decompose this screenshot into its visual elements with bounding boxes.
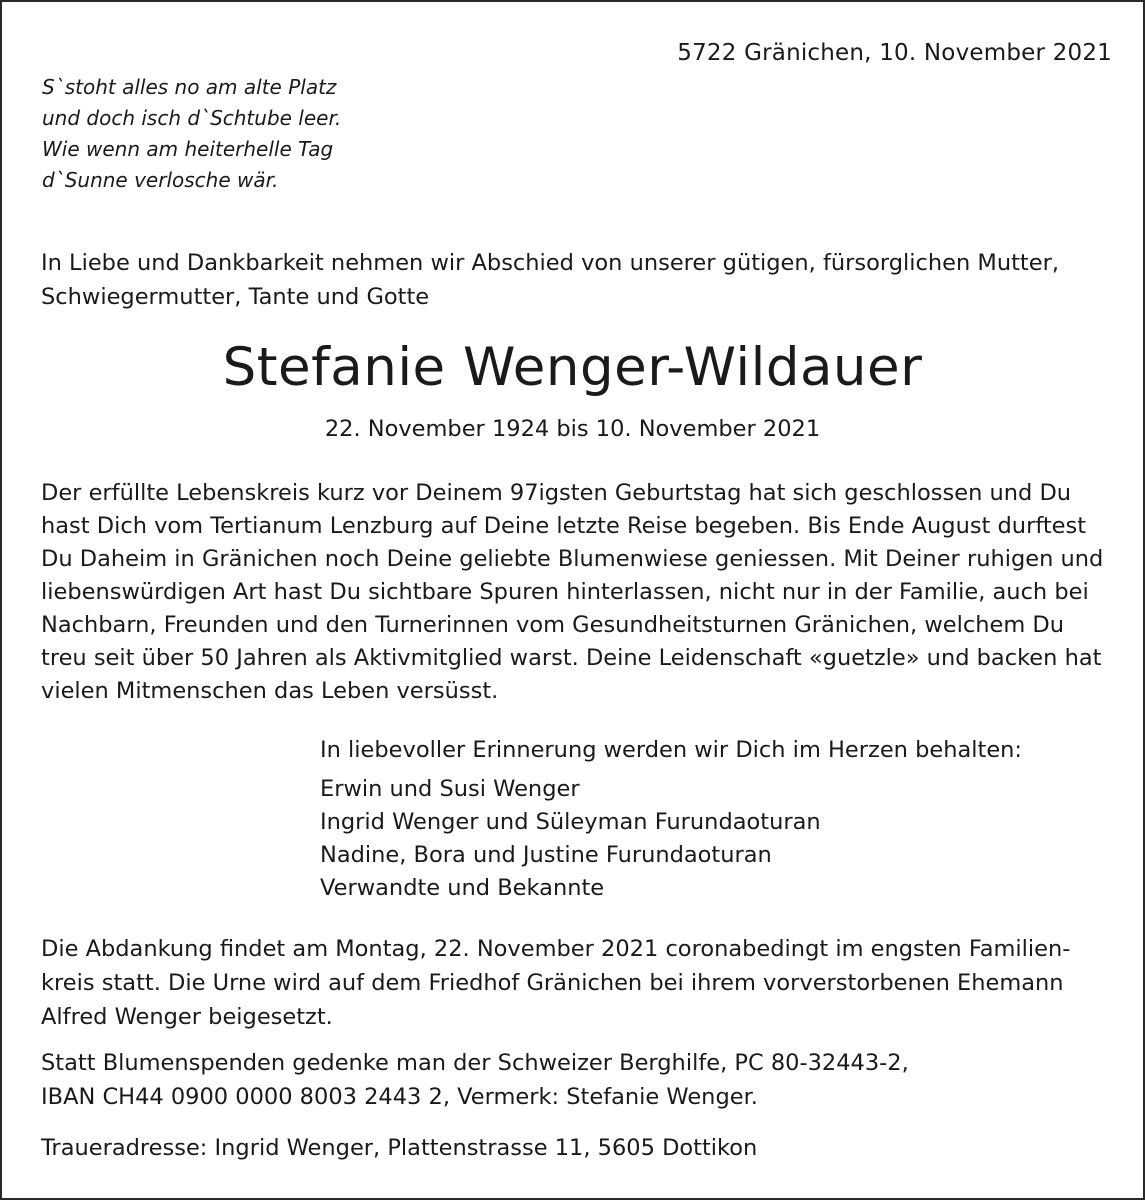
intro-text bbox=[41, 246, 1101, 314]
ceremony-line: Die Abdankung findet am Montag, 22. November 2021 coronabedingt im engsten Familien- bbox=[41, 936, 1071, 962]
mourner-name: Nadine, Bora und Justine Furundaoturan bbox=[320, 842, 772, 868]
ceremony-line: kreis statt. Die Urne wird auf dem Friedhof Gränichen bei ihrem vorverstorbenen Ehemann bbox=[41, 970, 1064, 996]
mourner-name: Erwin und Susi Wenger bbox=[320, 776, 580, 802]
donation-info bbox=[41, 1046, 909, 1114]
biography bbox=[41, 477, 1103, 708]
donation-line: Statt Blumenspenden gedenke man der Schweizer Berghilfe, PC 80-32443-2, bbox=[41, 1050, 909, 1076]
ceremony-info bbox=[41, 932, 1070, 1034]
mourners-lead: In liebevoller Erinnerung werden wir Dich im Herzen behalten: bbox=[320, 737, 1023, 763]
bio-line: vielen Mitmenschen das Leben versüsst. bbox=[41, 678, 499, 704]
poem-line: S`stoht alles no am alte Platz bbox=[42, 75, 337, 99]
intro-line: In Liebe und Dankbarkeit nehmen wir Abschied von unserer gütigen, fürsorglichen Mutter, bbox=[41, 250, 1059, 276]
place-date: 5722 Gränichen, 10. November 2021 bbox=[677, 40, 1112, 66]
mourner-name: Verwandte und Bekannte bbox=[320, 875, 605, 901]
bio-line: liebenswürdigen Art hast Du sichtbare Spuren hinterlassen, nicht nur in der Familie, auch bei bbox=[41, 579, 1089, 605]
poem bbox=[42, 72, 341, 196]
bio-line: treu seit über 50 Jahren als Aktivmitglied warst. Deine Leidenschaft «guetzle» und backen hat bbox=[41, 645, 1102, 671]
poem-line: Wie wenn am heiterhelle Tag bbox=[42, 137, 334, 161]
poem-line: d`Sunne verlosche wär. bbox=[42, 168, 279, 192]
mourners-block bbox=[320, 733, 1022, 905]
donation-line: IBAN CH44 0900 0000 8003 2443 2, Vermerk: Stefanie Wenger. bbox=[41, 1084, 758, 1110]
mourners-list bbox=[320, 773, 1022, 905]
deceased-name: Stefanie Wenger-Wildauer bbox=[222, 337, 923, 398]
mourning-address: Traueradresse: Ingrid Wenger, Plattenstrasse 11, 5605 Dottikon bbox=[41, 1135, 758, 1161]
life-dates: 22. November 1924 bis 10. November 2021 bbox=[324, 416, 821, 442]
ceremony-line: Alfred Wenger beigesetzt. bbox=[41, 1004, 333, 1030]
bio-line: Nachbarn, Freunden und den Turnerinnen vom Gesundheitsturnen Gränichen, welchem Du bbox=[41, 612, 1064, 638]
mourner-name: Ingrid Wenger und Süleyman Furundaoturan bbox=[320, 809, 821, 835]
intro-line: Schwiegermutter, Tante und Gotte bbox=[41, 284, 430, 310]
bio-line: hast Dich vom Tertianum Lenzburg auf Deine letzte Reise begeben. Bis Ende August durftest bbox=[41, 513, 1087, 539]
poem-line: und doch isch d`Schtube leer. bbox=[42, 106, 342, 130]
bio-line: Du Daheim in Gränichen noch Deine geliebte Blumenwiese geniessen. Mit Deiner ruhigen und bbox=[41, 546, 1104, 572]
bio-line: Der erfüllte Lebenskreis kurz vor Deinem 97igsten Geburtstag hat sich geschlossen und Du bbox=[41, 480, 1072, 506]
